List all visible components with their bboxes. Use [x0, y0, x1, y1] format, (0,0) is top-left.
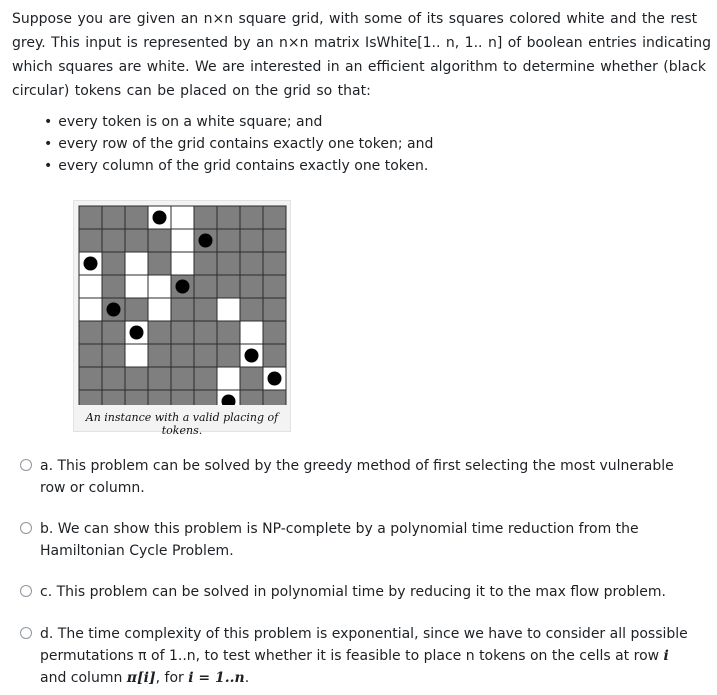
white-cell — [148, 275, 171, 298]
grey-cell — [171, 321, 194, 344]
radio-b[interactable] — [20, 522, 32, 534]
grey-cell — [79, 206, 102, 229]
option-d-and: and — [40, 670, 67, 686]
white-cell — [125, 275, 148, 298]
option-b-label: b. — [40, 521, 54, 537]
grey-cell — [148, 367, 171, 390]
white-cell — [171, 252, 194, 275]
grey-cell — [125, 390, 148, 405]
white-cell — [148, 298, 171, 321]
grey-cell — [148, 321, 171, 344]
option-a-label: a. — [40, 458, 54, 474]
grey-cell — [125, 298, 148, 321]
grey-cell — [217, 252, 240, 275]
grey-cell — [263, 390, 286, 405]
grey-cell — [263, 252, 286, 275]
grey-cell — [194, 275, 217, 298]
grey-cell — [263, 321, 286, 344]
grey-cell — [102, 390, 125, 405]
grey-cell — [240, 390, 263, 405]
condition-list — [12, 111, 712, 177]
grey-cell — [125, 367, 148, 390]
grey-cell — [148, 344, 171, 367]
token — [84, 257, 98, 271]
token — [153, 211, 167, 225]
token — [245, 349, 259, 363]
grey-cell — [217, 275, 240, 298]
grey-cell — [171, 367, 194, 390]
grey-cell — [263, 298, 286, 321]
grey-cell — [240, 275, 263, 298]
grey-cell — [148, 390, 171, 405]
option-c-text: This problem can be solved in polynomial time by reducing it to the max flow problem. — [56, 584, 666, 600]
grey-cell — [240, 367, 263, 390]
white-cell — [217, 298, 240, 321]
grey-cell — [194, 252, 217, 275]
grey-cell — [171, 298, 194, 321]
white-cell — [217, 367, 240, 390]
grey-cell — [171, 344, 194, 367]
condition-item: • every column of the grid contains exactly one token. — [44, 155, 712, 177]
grey-cell — [263, 229, 286, 252]
grey-cell — [194, 390, 217, 405]
grey-cell — [148, 252, 171, 275]
grey-cell — [240, 298, 263, 321]
grey-cell — [194, 367, 217, 390]
grey-cell — [217, 344, 240, 367]
token — [199, 234, 213, 248]
option-d-label: d. — [40, 626, 54, 642]
grey-cell — [148, 229, 171, 252]
grey-cell — [171, 390, 194, 405]
grey-cell — [194, 298, 217, 321]
grey-cell — [79, 344, 102, 367]
math-pi-i: π[i] — [126, 670, 156, 686]
option-c-label: c. — [40, 584, 53, 600]
grey-cell — [240, 252, 263, 275]
token — [268, 372, 282, 386]
option-d-column: column — [70, 670, 123, 686]
token — [107, 303, 121, 317]
token-grid — [78, 205, 288, 405]
grey-cell — [102, 206, 125, 229]
grey-cell — [125, 229, 148, 252]
grey-cell — [102, 275, 125, 298]
grey-cell — [217, 206, 240, 229]
grey-cell — [79, 390, 102, 405]
grey-cell — [79, 367, 102, 390]
condition-item: • every token is on a white square; and — [44, 111, 712, 133]
token — [176, 280, 190, 294]
option-a-text: This problem can be solved by the greedy method of first selecting the most vulnerable row or column. — [40, 458, 674, 496]
grid-figure — [73, 200, 291, 437]
option-d-end: . — [244, 670, 250, 686]
grey-cell — [79, 229, 102, 252]
grey-cell — [102, 344, 125, 367]
grey-cell — [263, 206, 286, 229]
token — [130, 326, 144, 340]
white-cell — [79, 275, 102, 298]
grey-cell — [102, 321, 125, 344]
grey-cell — [263, 344, 286, 367]
option-b-text: We can show this problem is NP-complete by a polynomial time reduction from the Hamiltonian Cycle Problem. — [40, 521, 639, 559]
grey-cell — [79, 321, 102, 344]
question-intro: Suppose you are given an n×n square grid, with some of its squares colored white and the rest grey. This input is represented by an n×n matrix IsWhite[1.. n, 1.. n] of boolean entries indicating which squares are white. We are interested in an efficient algorithm to determine whether (black circular) tokens can be placed on the grid so that: — [12, 11, 712, 99]
grey-cell — [102, 229, 125, 252]
option-d-for: , for — [155, 670, 184, 686]
grey-cell — [102, 367, 125, 390]
option-d-text: The time complexity of this problem is exponential, since we have to consider all possible permutations π of 1..n, to test whether it is feasible to place n tokens on the cells at row — [40, 626, 688, 664]
grey-cell — [263, 275, 286, 298]
math-range: i = 1..n — [188, 670, 245, 686]
grey-cell — [102, 252, 125, 275]
radio-d[interactable] — [20, 627, 32, 639]
white-cell — [79, 298, 102, 321]
question-text — [12, 7, 712, 177]
white-cell — [171, 206, 194, 229]
grey-cell — [240, 229, 263, 252]
grey-cell — [240, 206, 263, 229]
white-cell — [125, 344, 148, 367]
condition-item: • every row of the grid contains exactly one token; and — [44, 133, 712, 155]
white-cell — [171, 229, 194, 252]
grey-cell — [194, 206, 217, 229]
grey-cell — [194, 321, 217, 344]
white-cell — [240, 321, 263, 344]
grey-cell — [125, 206, 148, 229]
grey-cell — [217, 321, 240, 344]
grey-cell — [194, 344, 217, 367]
radio-a[interactable] — [20, 459, 32, 471]
radio-c[interactable] — [20, 585, 32, 597]
white-cell — [125, 252, 148, 275]
figure-caption: An instance with a valid placing of tokens. — [85, 411, 279, 437]
math-i: i — [663, 648, 669, 664]
grey-cell — [217, 229, 240, 252]
